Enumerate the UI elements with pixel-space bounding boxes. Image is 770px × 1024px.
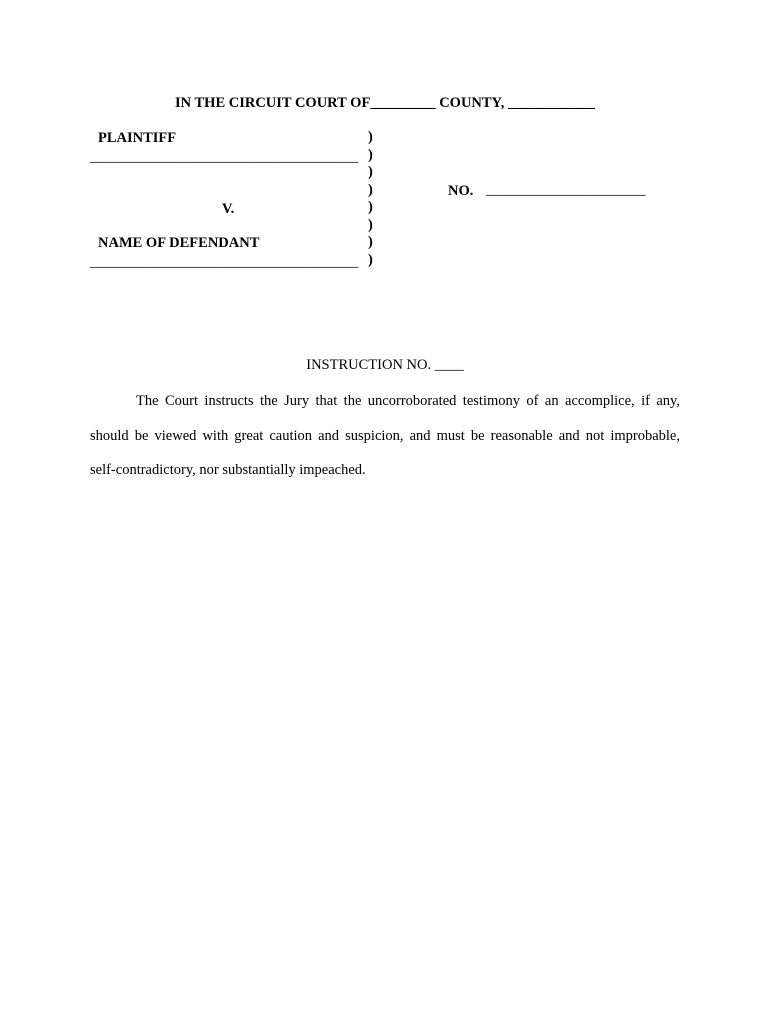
caption-parenthesis: ) bbox=[368, 146, 373, 163]
defendant-name-line: _____________________________________ bbox=[90, 254, 359, 270]
versus-label: V. bbox=[222, 201, 235, 217]
instruction-text-line: self-contradictory, nor substantially impeached. bbox=[90, 462, 366, 478]
defendant-label: NAME OF DEFENDANT bbox=[98, 235, 260, 251]
caption-parenthesis: ) bbox=[368, 216, 373, 233]
caption-parenthesis: ) bbox=[368, 129, 373, 145]
plaintiff-label: PLAINTIFF bbox=[98, 130, 177, 146]
plaintiff-name-line: _____________________________________ bbox=[90, 149, 359, 165]
caption-parenthesis: ) bbox=[368, 251, 373, 268]
caption-parenthesis: ) bbox=[368, 181, 373, 198]
caption-parenthesis: ) bbox=[368, 199, 373, 215]
caption-parenthesis-column bbox=[368, 129, 373, 269]
caption-parenthesis: ) bbox=[368, 234, 373, 250]
caption-parenthesis: ) bbox=[368, 164, 373, 180]
case-number-line: ______________________ bbox=[486, 182, 646, 198]
instruction-title: INSTRUCTION NO. ____ bbox=[306, 357, 464, 373]
instruction-text-line: The Court instructs the Jury that the uncorroborated testimony of an accomplice, if any, bbox=[136, 393, 680, 409]
instruction-text-line: should be viewed with great caution and suspicion, and must be reasonable and not improbable, bbox=[90, 428, 680, 444]
case-number-label: NO. bbox=[448, 183, 474, 199]
court-heading: IN THE CIRCUIT COURT OF_________ COUNTY, ____________ bbox=[175, 95, 595, 111]
